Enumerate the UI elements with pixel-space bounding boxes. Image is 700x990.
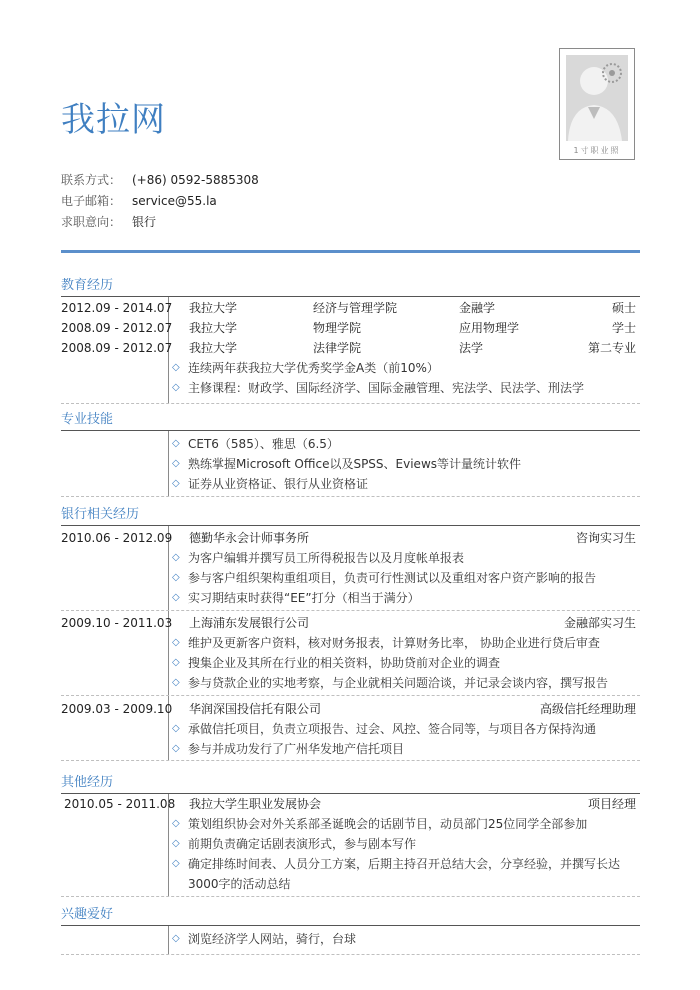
education-section [61,276,640,404]
diamond-bullet-icon: ◇ [172,933,180,944]
phone-value: (+86) 0592-5885308 [132,173,259,187]
list-item: ◇ 熟练掌握Microsoft Office以及SPSS、Eviews等计量统计软件 [172,454,640,474]
job-org: 德勤华永会计师事务所 [189,531,310,545]
section-rule [61,296,640,297]
bank-experience-section [61,505,640,761]
edu-degree: 学士 [611,321,636,335]
edu-school: 我拉大学 [189,301,238,315]
diamond-bullet-icon: ◇ [172,362,180,373]
section-rule [61,430,640,431]
list-item: ◇ 参与并成功发行了广州华发地产信托项目 [172,739,640,759]
section-vertical-rule [168,431,169,496]
list-item: ◇ 参与贷款企业的实地考察，与企业就相关问题洽谈，并记录会谈内容，撰写报告 [172,673,640,693]
edu-degree: 硕士 [611,301,636,315]
diamond-bullet-icon: ◇ [172,818,180,829]
list-item: ◇ 参与客户组织架构重组项目，负责可行性测试以及重组对客户资产影响的报告 [172,568,640,588]
email-value: service@55.la [132,194,217,208]
job-header [61,794,640,814]
diamond-bullet-icon: ◇ [172,592,180,603]
list-item: ◇ 证券从业资格证、银行从业资格证 [172,474,640,494]
list-item: ◇ 为客户编辑并撰写员工所得税报告以及月度帐单报表 [172,548,640,568]
section-vertical-rule [168,526,169,760]
edu-major: 应用物理学 [459,321,520,335]
list-item: ◇ 策划组织协会对外关系部圣诞晚会的话剧节目，动员部门25位同学全部参加 [172,814,640,834]
diamond-bullet-icon: ◇ [172,438,180,449]
list-item: ◇ 承做信托项目，负责立项报告、过会、风控、签合同等，与项目各方保持沟通 [172,719,640,739]
section-rule [61,925,640,926]
contact-label: 联系方式： [61,173,122,187]
job-header [61,699,640,719]
job-period: 2010.06 - 2012.09 [61,531,173,545]
list-item: ◇ 实习期结束时获得“EE”打分（相当于满分） [172,588,640,608]
diamond-bullet-icon: ◇ [172,743,180,754]
contact-info [61,170,259,233]
list-item: ◇ CET6（585）、雅思（6.5） [172,434,640,454]
skills-section [61,410,640,497]
diamond-bullet-icon: ◇ [172,677,180,688]
education-row [61,338,640,358]
list-item: ◇ 连续两年获我拉大学优秀奖学金A类（前10%） [172,358,640,378]
diamond-bullet-icon: ◇ [172,572,180,583]
item-dotted-rule [61,610,640,611]
list-item: ◇ 前期负责确定话剧表演形式，参与剧本写作 [172,834,640,854]
page-title: 我拉网 [61,100,166,140]
diamond-bullet-icon: ◇ [172,478,180,489]
section-title: 其他经历 [61,775,114,790]
diamond-bullet-icon: ◇ [172,838,180,849]
job-org: 华润深国投信托有限公司 [189,702,322,716]
edu-period: 2008.09 - 2012.07 [61,321,173,335]
job-period: 2009.03 - 2009.10 [61,702,173,716]
section-title: 兴趣爱好 [61,907,114,922]
diamond-bullet-icon: ◇ [172,382,180,393]
edu-college: 法律学院 [313,341,362,355]
diamond-bullet-icon: ◇ [172,723,180,734]
job-period: 2010.05 - 2011.08 [64,797,176,811]
contact-email [61,191,259,212]
edu-college: 物理学院 [313,321,362,335]
edu-period: 2012.09 - 2014.07 [61,301,173,315]
section-title: 教育经历 [61,278,114,293]
job-role: 咨询实习生 [575,531,636,545]
diamond-bullet-icon: ◇ [172,637,180,648]
section-dotted-rule [61,760,640,761]
section-title: 银行相关经历 [61,507,140,522]
objective-value: 银行 [132,215,157,229]
header-divider [61,250,640,253]
contact-objective [61,212,259,233]
other-experience-section [61,773,640,897]
edu-college: 经济与管理学院 [313,301,398,315]
job-role: 高级信托经理助理 [539,702,636,716]
list-item: ◇ 维护及更新客户资料，核对财务报表，计算财务比率， 协助企业进行贷后审查 [172,633,640,653]
edu-degree: 第二专业 [587,341,636,355]
diamond-bullet-icon: ◇ [172,858,180,869]
profile-photo [559,48,635,160]
job-header [61,613,640,633]
edu-period: 2008.09 - 2012.07 [61,341,173,355]
education-row [61,298,640,318]
photo-caption: 1寸职业照 [573,146,621,155]
contact-phone [61,170,259,191]
list-item: ◇ 浏览经济学人网站，骑行，台球 [172,929,640,949]
diamond-bullet-icon: ◇ [172,657,180,668]
education-row [61,318,640,338]
section-vertical-rule [168,926,169,954]
job-header [61,528,640,548]
section-dotted-rule [61,896,640,897]
edu-major: 法学 [459,341,484,355]
section-dotted-rule [61,403,640,404]
edu-school: 我拉大学 [189,321,238,335]
list-item: ◇ 主修课程：财政学、国际经济学、国际金融管理、宪法学、民法学、刑法学 [172,378,640,398]
list-item: ◇ 搜集企业及其所在行业的相关资料，协助贷前对企业的调查 [172,653,640,673]
contact-label: 电子邮箱： [61,194,122,208]
contact-label: 求职意向： [61,215,122,229]
job-role: 金融部实习生 [563,616,636,630]
diamond-bullet-icon: ◇ [172,552,180,563]
list-item: ◇ 确定排练时间表、人员分工方案，后期主持召开总结大会，分享经验，并撰写长达3000字的活动总结 [172,854,640,894]
section-rule [61,525,640,526]
job-org: 上海浦东发展银行公司 [189,616,310,630]
edu-school: 我拉大学 [189,341,238,355]
hobby-section [61,905,640,955]
section-dotted-rule [61,954,640,955]
section-title: 专业技能 [61,412,114,427]
section-dotted-rule [61,496,640,497]
diamond-bullet-icon: ◇ [172,458,180,469]
job-period: 2009.10 - 2011.03 [61,616,173,630]
item-dotted-rule [61,695,640,696]
avatar-placeholder-icon [566,55,628,141]
edu-major: 金融学 [459,301,496,315]
job-org: 我拉大学生职业发展协会 [189,797,322,811]
job-role: 项目经理 [587,797,636,811]
